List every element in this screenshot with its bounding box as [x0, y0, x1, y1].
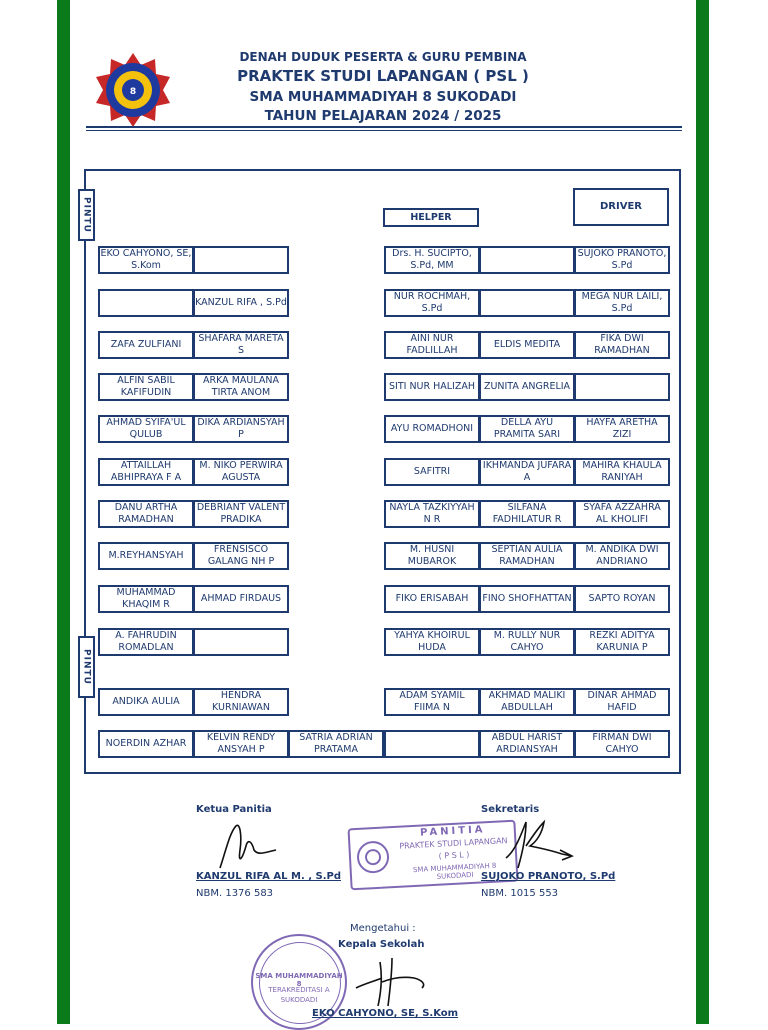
left-signer-nbm: NBM. 1376 583: [196, 888, 274, 899]
seat-r1-c5: SUJOKO PRANOTO, S.Pd: [574, 246, 670, 274]
seat-r9-c5: SAPTO ROYAN: [574, 585, 670, 613]
seat-back-4: [384, 730, 480, 758]
seat-r6-c1: ATTAILLAH ABHIPRAYA F A: [98, 458, 194, 486]
header-line-1: DENAH DUDUK PESERTA & GURU PEMBINA: [239, 50, 527, 64]
seat-r8-c3: M. HUSNI MUBAROK: [384, 542, 480, 570]
school-logo-icon: [94, 51, 172, 129]
seat-r4-c3: SITI NUR HALIZAH: [384, 373, 480, 401]
driver-seat: DRIVER: [573, 188, 669, 226]
header-line-3: SMA MUHAMMADIYAH 8 SUKODADI: [249, 89, 517, 105]
seat-r3-c5: FIKA DWI RAMADHAN: [574, 331, 670, 359]
right-signer-role: Sekretaris: [481, 804, 540, 815]
seat-r1-c1: EKO CAHYONO, SE, S.Kom: [98, 246, 194, 274]
seat-r4-c4: ZUNITA ANGRELIA: [479, 373, 575, 401]
seat-r11-c3: ADAM SYAMIL FIIMA N: [384, 688, 480, 716]
seat-r10-c3: YAHYA KHOIRUL HUDA: [384, 628, 480, 656]
right-border-bar: [696, 0, 709, 1024]
seat-r5-c5: HAYFA ARETHA ZIZI: [574, 415, 670, 443]
stamp-line-2: PRAKTEK STUDI LAPANGAN: [399, 836, 508, 851]
headmaster-name: EKO CAHYONO, SE, S.Kom: [312, 1008, 459, 1019]
school-stamp-line-2: TERAKREDITASI A: [268, 986, 330, 994]
seat-r1-c3: Drs. H. SUCIPTO, S.Pd, MM: [384, 246, 480, 274]
door-rear-label: PINTU: [81, 649, 92, 685]
seat-r5-c3: AYU ROMADHONI: [384, 415, 480, 443]
acknowledged-label: Mengetahui :: [350, 923, 416, 934]
stamp-line-3: ( P S L ): [438, 850, 470, 861]
seat-r8-c1: M.REYHANSYAH: [98, 542, 194, 570]
seat-r7-c2: DEBRIANT VALENT PRADIKA: [193, 500, 289, 528]
seat-r6-c3: SAFITRI: [384, 458, 480, 486]
door-front: [78, 189, 95, 241]
helper-seat: HELPER: [383, 208, 479, 227]
seat-r10-c1: A. FAHRUDIN ROMADLAN: [98, 628, 194, 656]
seat-r1-c4: [479, 246, 575, 274]
seat-r10-c2: [193, 628, 289, 656]
seat-r9-c2: AHMAD FIRDAUS: [193, 585, 289, 613]
seat-r5-c2: DIKA ARDIANSYAH P: [193, 415, 289, 443]
seat-r8-c5: M. ANDIKA DWI ANDRIANO: [574, 542, 670, 570]
headmaster-signature-icon: [352, 948, 432, 1010]
seat-r2-c2: KANZUL RIFA , S.Pd: [193, 289, 289, 317]
right-signature-icon: [500, 818, 580, 872]
seat-r10-c4: M. RULLY NUR CAHYO: [479, 628, 575, 656]
school-stamp-line-3: SUKODADI: [280, 996, 318, 1004]
seat-r6-c5: MAHIRA KHAULA RANIYAH: [574, 458, 670, 486]
stamp-line-1: PANITIA: [419, 824, 486, 839]
seat-back-6: FIRMAN DWI CAHYO: [574, 730, 670, 758]
seat-r4-c2: ARKA MAULANA TIRTA ANOM: [193, 373, 289, 401]
stamp-line-4: SMA MUHAMMADIYAH 8 SUKODADI: [412, 861, 497, 881]
right-signer-nbm: NBM. 1015 553: [481, 888, 559, 899]
seat-r2-c3: NUR ROCHMAH, S.Pd: [384, 289, 480, 317]
left-border-bar: [57, 0, 70, 1024]
seat-r11-c4: AKHMAD MALIKI ABDULLAH: [479, 688, 575, 716]
seat-back-2: KELVIN RENDY ANSYAH P: [193, 730, 289, 758]
left-signature-icon: [212, 820, 282, 872]
seat-r5-c4: DELLA AYU PRAMITA SARI: [479, 415, 575, 443]
door-rear: [78, 636, 95, 698]
seat-r5-c1: AHMAD SYIFA'UL QULUB: [98, 415, 194, 443]
seat-r9-c1: MUHAMMAD KHAQIM R: [98, 585, 194, 613]
seat-r10-c5: REZKI ADITYA KARUNIA P: [574, 628, 670, 656]
seat-r4-c1: ALFIN SABIL KAFIFUDIN: [98, 373, 194, 401]
seat-r8-c4: SEPTIAN AULIA RAMADHAN: [479, 542, 575, 570]
seat-r9-c4: FINO SHOFHATTAN: [479, 585, 575, 613]
seat-r8-c2: FRENSISCO GALANG NH P: [193, 542, 289, 570]
seat-r11-c5: DINAR AHMAD HAFID: [574, 688, 670, 716]
school-logo: [94, 51, 172, 129]
seat-r11-c2: HENDRA KURNIAWAN: [193, 688, 289, 716]
seat-r9-c3: FIKO ERISABAH: [384, 585, 480, 613]
headmaster-role: Kepala Sekolah: [338, 939, 425, 950]
seat-back-1: NOERDIN AZHAR: [98, 730, 194, 758]
seat-r2-c4: [479, 289, 575, 317]
seat-back-3: SATRIA ADRIAN PRATAMA: [288, 730, 384, 758]
seat-r3-c4: ELDIS MEDITA: [479, 331, 575, 359]
seat-r6-c2: M. NIKO PERWIRA AGUSTA: [193, 458, 289, 486]
seat-r7-c4: SILFANA FADHILATUR R: [479, 500, 575, 528]
seat-r2-c1: [98, 289, 194, 317]
seat-r7-c5: SYAFA AZZAHRA AL KHOLIFI: [574, 500, 670, 528]
seat-r7-c3: NAYLA TAZKIYYAH N R: [384, 500, 480, 528]
header-rule-thick: [86, 126, 682, 128]
seat-r11-c1: ANDIKA AULIA: [98, 688, 194, 716]
seat-r3-c3: AINI NUR FADLILLAH: [384, 331, 480, 359]
seat-r3-c2: SHAFARA MARETA S: [193, 331, 289, 359]
seat-r3-c1: ZAFA ZULFIANI: [98, 331, 194, 359]
door-front-label: PINTU: [81, 197, 92, 233]
seat-r7-c1: DANU ARTHA RAMADHAN: [98, 500, 194, 528]
seat-r1-c2: [193, 246, 289, 274]
seat-r6-c4: IKHMANDA JUFARA A: [479, 458, 575, 486]
muhammadiyah-emblem-icon: [354, 836, 392, 878]
left-signer-name: KANZUL RIFA AL M. , S.Pd: [196, 871, 341, 882]
header-line-4: TAHUN PELAJARAN 2024 / 2025: [264, 108, 502, 124]
svg-text:8: 8: [129, 87, 137, 97]
seat-r2-c5: MEGA NUR LAILI, S.Pd: [574, 289, 670, 317]
left-signer-role: Ketua Panitia: [196, 804, 272, 815]
school-stamp-line-1: SMA MUHAMMADIYAH 8: [255, 972, 343, 988]
header-line-2: PRAKTEK STUDI LAPANGAN ( PSL ): [237, 67, 529, 85]
seat-r4-c5: [574, 373, 670, 401]
seat-back-5: ABDUL HARIST ARDIANSYAH: [479, 730, 575, 758]
right-signer-name: SUJOKO PRANOTO, S.Pd: [481, 871, 616, 882]
header-rule-thin: [86, 130, 682, 131]
